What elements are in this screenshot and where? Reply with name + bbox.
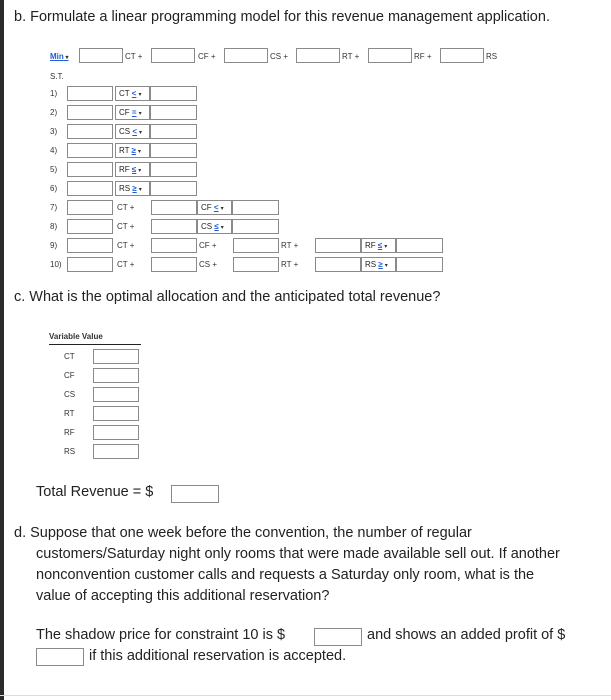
variable-label: CF + <box>199 241 217 250</box>
variable-value-input[interactable] <box>93 406 139 421</box>
constraint-number: 7) <box>50 203 58 212</box>
variable-label: CT + <box>117 241 135 250</box>
constraint-number: 6) <box>50 184 58 193</box>
part-c-question: c. What is the optimal allocation and the anticipated total revenue? <box>14 289 441 305</box>
constraint-coef-input[interactable] <box>151 238 197 253</box>
added-profit-text: and shows an added profit of $ <box>367 627 566 643</box>
sense-symbol: ≥ <box>131 146 136 155</box>
variable-label: CT + <box>117 222 135 231</box>
bottom-divider <box>0 695 611 696</box>
variable-name: RF <box>64 428 75 437</box>
constraint-coef-input[interactable] <box>67 143 113 158</box>
total-revenue-input[interactable] <box>171 485 219 503</box>
chevron-down-icon: ▾ <box>384 263 388 269</box>
constraint-coef-input[interactable] <box>67 105 113 120</box>
variable-label: RS <box>365 260 377 269</box>
chevron-down-icon: ▾ <box>138 111 142 117</box>
constraint-coef-input[interactable] <box>151 257 197 272</box>
constraint-coef-input[interactable] <box>151 200 197 215</box>
rhs-input[interactable] <box>396 238 443 253</box>
rhs-input[interactable] <box>150 105 197 120</box>
constraint-sense-select[interactable] <box>115 143 150 158</box>
constraint-sense-select[interactable] <box>115 162 150 177</box>
constraint-sense-select[interactable] <box>197 219 232 234</box>
total-revenue-label: Total Revenue = $ <box>36 484 154 500</box>
left-edge-bar <box>0 0 4 700</box>
rhs-input[interactable] <box>396 257 443 272</box>
constraint-number: 1) <box>50 89 58 98</box>
variable-value-header: Variable Value <box>49 332 103 341</box>
sense-symbol: < <box>213 203 219 212</box>
variable-value-input[interactable] <box>93 349 139 364</box>
objective-coef-input[interactable] <box>151 48 195 63</box>
variable-label: CF <box>201 203 212 212</box>
rhs-input[interactable] <box>232 219 279 234</box>
constraint-coef-input[interactable] <box>315 238 361 253</box>
rhs-input[interactable] <box>150 86 197 101</box>
constraint-coef-input[interactable] <box>315 257 361 272</box>
constraint-sense-select[interactable] <box>197 200 232 215</box>
constraint-number: 5) <box>50 165 58 174</box>
constraint-coef-input[interactable] <box>151 219 197 234</box>
part-d-line-1: d. Suppose that one week before the convention, the number of regular <box>14 525 472 541</box>
objective-sense-select[interactable]: Min ▾ <box>50 52 69 61</box>
variable-label: RF <box>119 165 130 174</box>
objective-term-label: CF + <box>198 52 216 61</box>
variable-label: RT + <box>281 241 299 250</box>
constraint-number: 10) <box>50 260 62 269</box>
rhs-input[interactable] <box>232 200 279 215</box>
chevron-down-icon: ▾ <box>138 187 142 193</box>
sense-symbol: ≤ <box>214 222 219 231</box>
sense-symbol: ≤ <box>377 241 383 250</box>
constraint-sense-select[interactable] <box>115 105 150 120</box>
objective-term-label: RF + <box>414 52 432 61</box>
part-d-line-2: customers/Saturday night only rooms that were made available sell out. If another <box>36 546 560 562</box>
constraint-coef-input[interactable] <box>67 257 113 272</box>
constraint-number: 2) <box>50 108 58 117</box>
objective-coef-input[interactable] <box>296 48 340 63</box>
variable-value-input[interactable] <box>93 444 139 459</box>
chevron-down-icon: ▾ <box>384 244 388 250</box>
constraint-number: 3) <box>50 127 58 136</box>
variable-value-input[interactable] <box>93 425 139 440</box>
variable-name: RT <box>64 409 75 418</box>
objective-coef-input[interactable] <box>79 48 123 63</box>
objective-coef-input[interactable] <box>368 48 412 63</box>
objective-sense-label: Min <box>50 52 64 61</box>
constraint-number: 9) <box>50 241 58 250</box>
variable-name: CF <box>64 371 75 380</box>
constraint-coef-input[interactable] <box>67 219 113 234</box>
variable-name: RS <box>64 447 76 456</box>
shadow-price-input[interactable] <box>314 628 362 646</box>
variable-name: CS <box>64 390 76 399</box>
constraint-sense-select[interactable] <box>115 86 150 101</box>
accepted-text: if this additional reservation is accepted. <box>89 648 347 664</box>
chevron-down-icon: ▾ <box>220 206 224 212</box>
variable-label: RT <box>119 146 130 155</box>
constraint-sense-select[interactable] <box>361 257 396 272</box>
constraint-number: 8) <box>50 222 58 231</box>
sense-symbol: = <box>131 108 137 117</box>
variable-label: RT + <box>281 260 299 269</box>
rhs-input[interactable] <box>150 143 197 158</box>
sense-symbol: ≤ <box>131 165 137 174</box>
constraint-coef-input[interactable] <box>67 200 113 215</box>
variable-value-input[interactable] <box>93 387 139 402</box>
constraint-sense-select[interactable] <box>115 181 150 196</box>
variable-label: CS <box>119 127 131 136</box>
part-d-line-3: nonconvention customer calls and requests a Saturday only room, what is the <box>36 567 535 583</box>
constraint-coef-input[interactable] <box>67 162 113 177</box>
sense-symbol: ≥ <box>132 184 137 193</box>
variable-label: CS <box>201 222 213 231</box>
sense-symbol: ≥ <box>378 260 383 269</box>
variable-label: CT + <box>117 203 135 212</box>
rhs-input[interactable] <box>150 124 197 139</box>
variable-label: RS <box>119 184 131 193</box>
constraint-coef-input[interactable] <box>67 124 113 139</box>
constraint-coef-input[interactable] <box>67 181 113 196</box>
rhs-input[interactable] <box>150 181 197 196</box>
sense-symbol: < <box>131 89 137 98</box>
rhs-input[interactable] <box>150 162 197 177</box>
constraint-sense-select[interactable] <box>361 238 396 253</box>
variable-label: RF <box>365 241 376 250</box>
constraint-sense-select[interactable] <box>115 124 150 139</box>
shadow-price-text: The shadow price for constraint 10 is $ <box>36 627 286 643</box>
constraint-coef-input[interactable] <box>233 257 279 272</box>
variable-label: CS + <box>199 260 218 269</box>
variable-label: CF <box>119 108 130 117</box>
variable-label: CT <box>119 89 130 98</box>
chevron-down-icon: ▾ <box>138 168 142 174</box>
chevron-down-icon: ▾ <box>139 130 143 136</box>
chevron-down-icon: ▾ <box>138 92 142 98</box>
objective-coef-input[interactable] <box>440 48 484 63</box>
chevron-down-icon: ▾ <box>220 225 224 231</box>
variable-label: CT + <box>117 260 135 269</box>
part-b-question: b. Formulate a linear programming model for this revenue management application. <box>14 9 550 25</box>
objective-term-label: RS <box>486 52 498 61</box>
constraint-coef-input[interactable] <box>67 86 113 101</box>
variable-value-input[interactable] <box>93 368 139 383</box>
objective-coef-input[interactable] <box>224 48 268 63</box>
objective-term-label: CS + <box>270 52 289 61</box>
constraint-coef-input[interactable] <box>233 238 279 253</box>
constraint-coef-input[interactable] <box>67 238 113 253</box>
header-underline <box>49 344 141 345</box>
sense-symbol: < <box>132 127 138 136</box>
added-profit-input[interactable] <box>36 648 84 666</box>
chevron-down-icon: ▾ <box>138 149 142 155</box>
objective-term-label: RT + <box>342 52 360 61</box>
variable-name: CT <box>64 352 75 361</box>
objective-term-label: CT + <box>125 52 143 61</box>
part-d-line-4: value of accepting this additional reservation? <box>36 588 330 604</box>
st-label: S.T. <box>50 72 64 81</box>
constraint-number: 4) <box>50 146 58 155</box>
